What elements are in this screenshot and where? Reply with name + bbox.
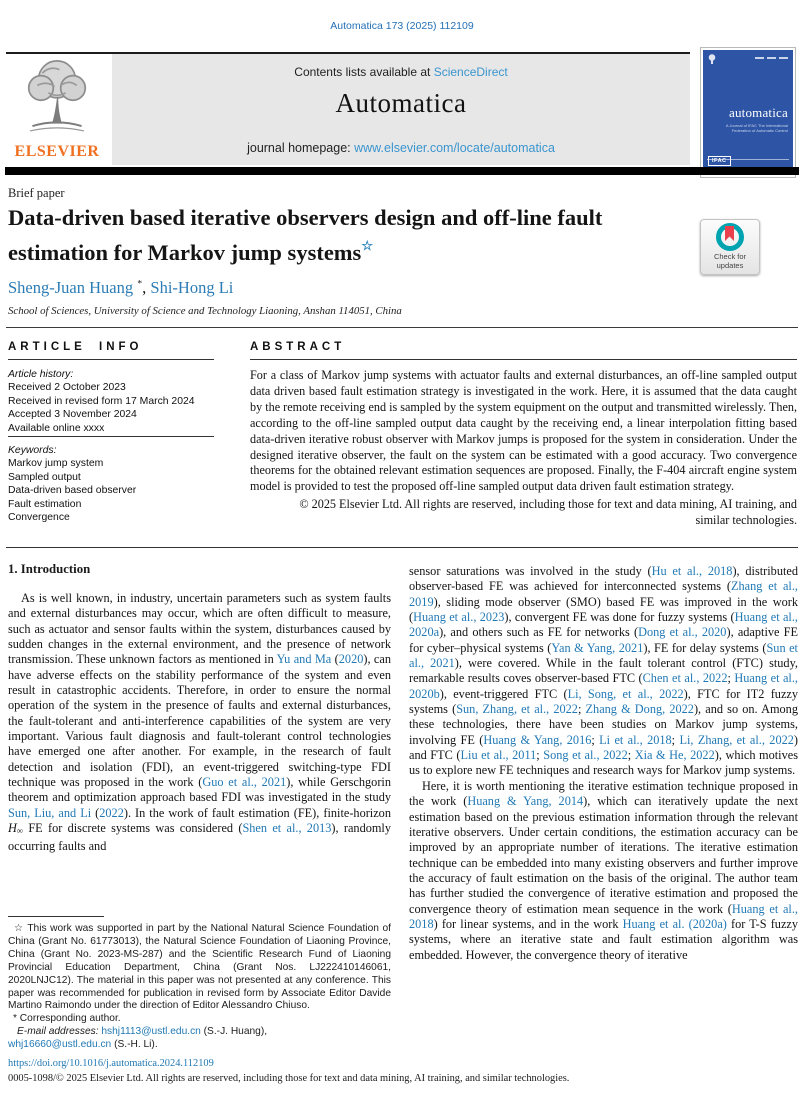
body-right-column: [409, 564, 798, 1056]
history-item: Available online xxxx: [8, 422, 105, 434]
inline-link[interactable]: Zhang et al., 2019: [409, 579, 798, 609]
abstract-heading: ABSTRACT: [250, 341, 346, 353]
inline-link[interactable]: whj16660@ustl.edu.cn: [8, 1039, 112, 1051]
check-updates-label: Check for updates: [713, 252, 747, 270]
abstract-block: [250, 368, 797, 529]
inline-link[interactable]: Dong et al., 2020: [638, 625, 727, 640]
footnote-block: [8, 916, 391, 1056]
inline-link[interactable]: Guo et al., 2021: [202, 775, 287, 790]
inline-link[interactable]: 2020: [338, 652, 364, 667]
keyword-item: Data-driven based observer: [8, 485, 137, 497]
homepage-line: journal homepage: www.elsevier.com/locate/automatica: [247, 141, 555, 155]
journal-cover-thumbnail: [700, 47, 796, 178]
inline-link[interactable]: Chen et al., 2022: [642, 671, 728, 686]
keywords-block: [8, 444, 243, 524]
inline-link[interactable]: 2022: [99, 805, 124, 820]
contents-line: Contents lists available at ScienceDirect: [294, 65, 508, 79]
article-history-label: Article history:: [8, 369, 74, 380]
funding-footnote: ☆ This work was supported in part by the National Natural Science Foundation of China (Grant No. 61773013), the Natural Science Foundation of Liaoning Province, China (Grant No. 2023-MS-287) and the Scientific Research Fund of Liaoning Provincial Education Department, China (Grant Nos. LJ222410146061, 2020LNJC12). The material in this paper was not presented at any conference. This paper was recommended for publication in revised form by Associate Editor Davide Martino Raimondo under the direction of Editor Alessandro Chiuso.: [8, 923, 391, 1012]
page-citation: Automatica 173 (2025) 112109: [330, 20, 474, 32]
inline-link[interactable]: Huang & Yang, 2016: [483, 732, 592, 747]
issn-copyright-line: 0005-1098/© 2025 Elsevier Ltd. All rights are reserved, including those for text and data mining, AI training, and similar technologies.: [8, 1073, 570, 1084]
inline-link[interactable]: Zhang & Dong, 2022: [585, 702, 694, 717]
inline-link[interactable]: Yan & Yang, 2021: [551, 640, 644, 655]
keywords-label: Keywords:: [8, 445, 57, 456]
journal-masthead: [112, 54, 690, 165]
article-history: [8, 368, 243, 435]
authors-line: Sheng-Juan Huang *, Shi-Hong Li: [8, 278, 234, 297]
masthead-divider-bar: [5, 167, 799, 175]
history-item: Received 2 October 2023: [8, 382, 126, 394]
abstract-text: For a class of Markov jump systems with actuator faults and external disturbances, an off-line sampled output data driven based fault estimation strategy is investigated in the work. Here, it is assumed that the data caught by the remote receiving end is sampled by the system equipment on the output and transmitted wirelessly. Then, according to the off-line sampled output data caught by the receiving end, a linear interpolation fitting based data-driven iterative robust observer with Markov jumps is proposed for the system in consideration. Under the designed iterative observer, the fault on the system can be estimated with a good accuracy. Two convergence theorems for the obtained relevant estimation sequences are proposed. Finally, the F-404 aircraft engine system model is provided to test the proposed off-line sampled output data driven fault estimation strategy.: [250, 368, 797, 494]
inline-link[interactable]: Li, Zhang, et al., 2022: [679, 732, 794, 747]
inline-link[interactable]: Huang et al., 2020b: [409, 671, 798, 701]
page-footer: [8, 1056, 797, 1086]
cover-subtitle: A Journal of IFAC The International Federation of Automatic Control: [725, 123, 788, 133]
inline-link[interactable]: Yu and Ma: [276, 652, 332, 667]
body-left-column: [8, 562, 391, 918]
inline-link[interactable]: Liu et al., 2011: [460, 748, 537, 763]
cover-logo-icon: [708, 54, 716, 64]
inline-link[interactable]: Hu et al., 2018: [651, 564, 733, 578]
email-addresses-note: E-mail addresses: hshj1113@ustl.edu.cn (S.-J. Huang), whj16660@ustl.edu.cn (S.-H. Li).: [8, 1026, 268, 1051]
cover-microtext: [755, 57, 788, 59]
inline-link[interactable]: hshj1113@ustl.edu.cn: [101, 1026, 201, 1038]
inline-link[interactable]: ScienceDirect: [433, 65, 508, 79]
keyword-item: Convergence: [8, 512, 70, 524]
check-updates-icon: [716, 223, 744, 251]
article-title: Data-driven based iterative observers design and off-line fault estimation for Markov jump systems☆: [8, 205, 603, 265]
body-paragraph: sensor saturations was involved in the study (Hu et al., 2018), distributed observer-based FE was achieved for interconnected systems (Zhang et al., 2019), sliding mode observer (SMO) based FE was improved in the work (Huang et al., 2023), convergent FE was done for fuzzy systems (Huang et al., 2020a), and others such as FE for networks (Dong et al., 2020), adaptive FE for cyber–physical systems (Yan & Yang, 2021), FE for delay systems (Sun et al., 2021), were covered. While in the fault tolerant control (FTC) study, remarkable results coves observer-based FTC (Chen et al., 2022; Huang et al., 2020b), event-triggered FTC (Li, Song, et al., 2022), FTC for IT2 fuzzy systems (Sun, Zhang, et al., 2022; Zhang & Dong, 2022), and so on. Among these technologies, there have been studies on Markov jump systems, involving FE (Huang & Yang, 2016; Li et al., 2018; Li, Zhang, et al., 2022) and FTC (Liu et al., 2011; Song et al., 2022; Xia & He, 2022), which motives us to explore new FE techniques and research ways for Markov jump systems.: [409, 564, 798, 778]
inline-link[interactable]: Huang et al. (2020a): [622, 916, 727, 931]
history-item: Received in revised form 17 March 2024: [8, 395, 195, 407]
inline-link[interactable]: www.elsevier.com/locate/automatica: [354, 141, 555, 155]
inline-link[interactable]: Li et al., 2018: [599, 732, 672, 747]
inline-link[interactable]: Sun, Liu, and Li: [8, 805, 92, 820]
inline-link[interactable]: Song et al., 2022: [543, 748, 628, 763]
history-item: Accepted 3 November 2024: [8, 409, 137, 421]
check-updates-badge[interactable]: [700, 219, 760, 275]
inline-link[interactable]: Huang et al., 2020a: [409, 610, 798, 640]
cover-art: [703, 50, 793, 175]
elsevier-tree-icon: [6, 56, 108, 142]
inline-link[interactable]: Huang et al., 2018: [409, 901, 798, 931]
body-paragraph: Here, it is worth mentioning the iterative estimation technique proposed in the work (Huang & Yang, 2014), which can iteratively update the next estimation based on the previous estimation information through the relevant iterative observers. Under certain conditions, the estimation accuracy can be improved by an appropriate number of iterations. The iterative estimation technique can be embedded into many existing observers and further improve the accuracy of fault estimation on the basis of the original. The author team has further studied the convergence of iterative estimation and proposed the convergence theory of estimation mean sequence in the work (Huang et al., 2018) for linear systems, and in the work Huang et al. (2020a) for T-S fuzzy systems, where an iterative state and fault estimation algorithm was embedded. However, the convergence theory of iterative: [409, 778, 798, 962]
elsevier-logo: [6, 56, 108, 166]
article-type-label: Brief paper: [8, 186, 65, 200]
cover-title: automatica: [728, 105, 788, 120]
section-divider-rule: [6, 547, 798, 548]
inline-link[interactable]: Sun et al., 2021: [409, 640, 798, 671]
keyword-item: Sampled output: [8, 471, 81, 483]
footnote-divider: [8, 916, 104, 917]
journal-title: Automatica: [335, 88, 467, 118]
corresponding-author-note: * Corresponding author.: [13, 1013, 121, 1025]
inline-link[interactable]: Huang & Yang, 2014: [467, 794, 584, 809]
body-paragraph: As is well known, in industry, uncertain parameters such as system faults and external disturbances may occur, which are often difficult to measure, such as actuator and sensor faults within the system, disturbances caused by sudden changes in the external environment, and the presence of network transmission. These unknown factors as mentioned in Yu and Ma (2020), can have adverse effects on the stability performance of the system and even result in catastrophic accidents. Therefore, in order to ensure the normal operation of the system in the presence of faults and external disturbances, the fault-tolerant and anti-interference capabilities of the system are very important. Various fault diagnosis and fault-tolerant control technologies have emerged one after another. For example, in the research of fault detection and isolation (FDI), an event-triggered switching-type FDI technique was proposed in the work (Guo et al., 2021), while Gerschgorin theorem and optimization approach based FDI was investigated in the study Sun, Liu, and Li (2022). In the work of fault estimation (FE), finite-horizon H∞ FE for discrete systems was considered (Shen et al., 2013), randomly occurring faults and: [8, 591, 391, 853]
section-heading: 1. Introduction: [8, 562, 91, 576]
article-info-heading: ARTICLE INFO: [8, 341, 143, 353]
inline-link[interactable]: Huang et al., 2023: [413, 610, 505, 625]
inline-link[interactable]: Xia & He, 2022: [634, 748, 715, 763]
inline-link[interactable]: Shen et al., 2013: [242, 821, 332, 836]
elsevier-wordmark: ELSEVIER: [14, 143, 100, 160]
keyword-item: Fault estimation: [8, 498, 82, 510]
header-rule: [6, 327, 798, 328]
inline-link[interactable]: Li, Song, et al., 2022: [567, 686, 684, 701]
affiliation: School of Sciences, University of Science and Technology Liaoning, Anshan 114051, China: [8, 305, 402, 317]
copyright-notice: © 2025 Elsevier Ltd. All rights are reserved, including those for text and data mining, AI training, and similar technologies.: [299, 497, 797, 528]
inline-link[interactable]: Sun, Zhang, et al., 2022: [456, 702, 578, 717]
doi-link[interactable]: https://doi.org/10.1016/j.automatica.2024.112109: [8, 1058, 214, 1069]
ifac-logo: IFAC: [708, 156, 731, 166]
keyword-item: Markov jump system: [8, 458, 104, 470]
